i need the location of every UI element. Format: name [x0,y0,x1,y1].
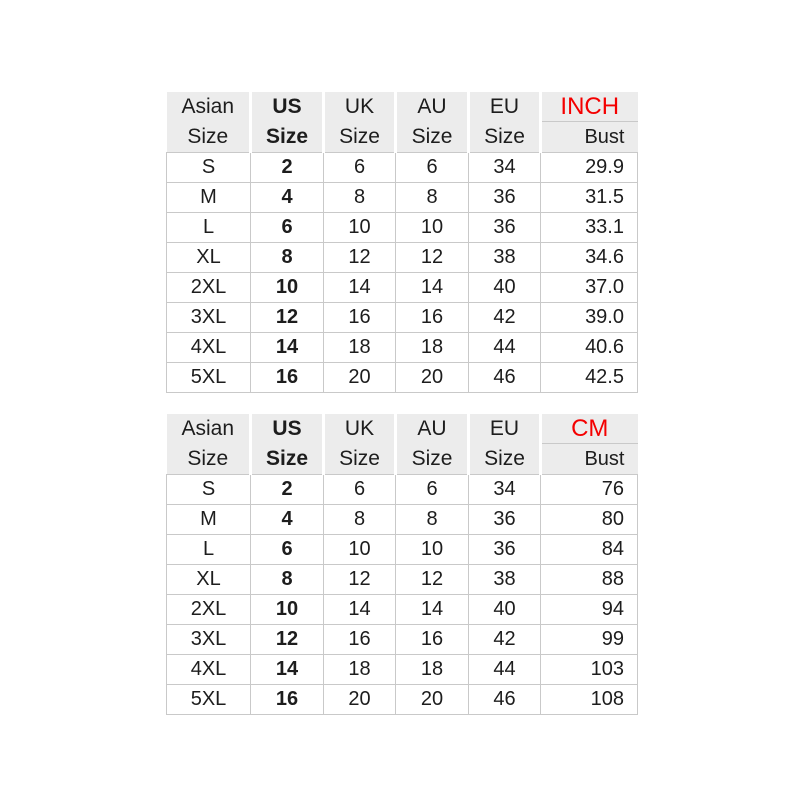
table-cell: 16 [324,303,396,333]
table-cell: 8 [396,505,469,535]
table-cell: 33.1 [541,213,638,243]
table-row [167,475,638,505]
table-cell: 5XL [167,363,251,393]
header-line: AU [417,417,447,440]
table-row [167,213,638,243]
table-cell: 20 [324,363,396,393]
size-table-cm [166,414,637,715]
table-cell: 76 [541,475,638,505]
table-cell: 12 [324,565,396,595]
column-header-us-size [251,92,324,153]
cm-conversion-table [166,414,638,715]
table-row [167,303,638,333]
table-cell: 34.6 [541,243,638,273]
table-cell: 42 [469,625,541,655]
column-header-us-size [251,414,324,475]
header-line: Size [187,447,229,470]
header-row [167,92,638,153]
table-cell: XL [167,565,251,595]
table-row [167,153,638,183]
table-cell: 36 [469,535,541,565]
table-row [167,243,638,273]
header-line: Size [187,125,229,148]
table-cell: 12 [396,243,469,273]
table-cell: 37.0 [541,273,638,303]
table-cell: 42 [469,303,541,333]
table-cell: 46 [469,685,541,715]
table-cell: 16 [251,363,324,393]
table-cell: 16 [396,303,469,333]
table-cell: 6 [251,213,324,243]
header-line: Size [265,447,309,470]
table-cell: 14 [396,273,469,303]
header-line: AU [417,95,447,118]
table-cell: 14 [324,595,396,625]
table-row [167,625,638,655]
table-cell: 10 [396,213,469,243]
table-cell: 2 [251,153,324,183]
table-cell: 38 [469,565,541,595]
table-cell: 88 [541,565,638,595]
header-line: US [272,95,302,118]
table-cell: 18 [324,333,396,363]
table-cell: 103 [541,655,638,685]
column-header-au-size [396,92,469,153]
table-cell: 8 [251,243,324,273]
column-header-asian-size [167,414,251,475]
table-cell: 6 [324,153,396,183]
table-cell: 29.9 [541,153,638,183]
table-cell: 44 [469,333,541,363]
table-cell: 4XL [167,333,251,363]
table-cell: 42.5 [541,363,638,393]
table-row [167,363,638,393]
table-cell: 14 [324,273,396,303]
table-cell: 36 [469,213,541,243]
table-cell: 99 [541,625,638,655]
table-cell: 12 [251,625,324,655]
table-row [167,183,638,213]
table-cell: 6 [396,475,469,505]
table-cell: 108 [541,685,638,715]
column-header-uk-size [324,414,396,475]
table-cell: 8 [324,505,396,535]
table-cell: 10 [324,535,396,565]
table-cell: 6 [324,475,396,505]
table-row [167,535,638,565]
unit-label-cm: CM [542,414,638,444]
table-cell: 34 [469,475,541,505]
table-cell: 6 [396,153,469,183]
table-cell: S [167,153,251,183]
table-cell: XL [167,243,251,273]
table-cell: 16 [396,625,469,655]
table-cell: 18 [324,655,396,685]
table-cell: 20 [396,363,469,393]
table-cell: 40.6 [541,333,638,363]
table-cell: 80 [541,505,638,535]
header-line: Size [265,125,309,148]
table-cell: 4 [251,505,324,535]
header-line: Size [484,125,525,148]
column-header-eu-size [469,92,541,153]
table-cell: M [167,505,251,535]
table-cell: 8 [324,183,396,213]
header-line: Size [484,447,525,470]
table-cell: 40 [469,595,541,625]
table-cell: 10 [396,535,469,565]
table-row [167,685,638,715]
table-cell: 38 [469,243,541,273]
column-header-uk-size [324,92,396,153]
table-cell: 84 [541,535,638,565]
table-cell: M [167,183,251,213]
table-cell: 94 [541,595,638,625]
header-line: UK [344,95,375,118]
table-row [167,655,638,685]
table-cell: 3XL [167,303,251,333]
table-cell: 10 [324,213,396,243]
header-line: Size [411,125,453,148]
table-cell: 4XL [167,655,251,685]
table-cell: 5XL [167,685,251,715]
table-cell: S [167,475,251,505]
table-header [167,414,638,475]
table-cell: 14 [251,333,324,363]
unit-label-inch: INCH [542,92,638,122]
table-cell: 34 [469,153,541,183]
table-cell: 2XL [167,273,251,303]
measure-label-bust: Bust [584,126,625,148]
table-cell: 39.0 [541,303,638,333]
table-body [167,153,638,393]
column-header-eu-size [469,414,541,475]
table-cell: 12 [251,303,324,333]
table-cell: 44 [469,655,541,685]
header-line: US [272,417,302,440]
header-line: Size [339,447,380,470]
table-cell: 46 [469,363,541,393]
table-cell: 40 [469,273,541,303]
header-line: EU [489,95,520,118]
table-cell: 36 [469,505,541,535]
table-cell: L [167,213,251,243]
header-line: Asian [181,95,235,118]
table-row [167,333,638,363]
table-cell: 2 [251,475,324,505]
table-cell: 36 [469,183,541,213]
table-cell: 14 [251,655,324,685]
table-cell: 8 [396,183,469,213]
table-cell: 10 [251,273,324,303]
table-cell: 12 [324,243,396,273]
header-line: UK [344,417,375,440]
table-cell: 6 [251,535,324,565]
table-cell: 18 [396,333,469,363]
table-cell: 12 [396,565,469,595]
column-header-asian-size [167,92,251,153]
header-line: EU [489,417,520,440]
table-cell: 10 [251,595,324,625]
table-cell: 31.5 [541,183,638,213]
inch-conversion-table [166,92,638,393]
table-cell: 4 [251,183,324,213]
measure-label-bust: Bust [584,448,625,470]
header-line: Asian [181,417,235,440]
header-line: Size [411,447,453,470]
table-row [167,595,638,625]
size-table-inch [166,92,637,393]
table-body [167,475,638,715]
table-row [167,565,638,595]
table-cell: 3XL [167,625,251,655]
column-header-au-size [396,414,469,475]
table-header [167,92,638,153]
table-cell: 20 [396,685,469,715]
table-row [167,273,638,303]
header-row [167,414,638,475]
table-cell: 8 [251,565,324,595]
table-cell: L [167,535,251,565]
table-cell: 16 [251,685,324,715]
header-line: Size [339,125,380,148]
table-cell: 18 [396,655,469,685]
table-cell: 2XL [167,595,251,625]
table-cell: 20 [324,685,396,715]
column-header-inch-bust [541,92,638,153]
table-cell: 14 [396,595,469,625]
column-header-cm-bust [541,414,638,475]
table-cell: 16 [324,625,396,655]
table-row [167,505,638,535]
